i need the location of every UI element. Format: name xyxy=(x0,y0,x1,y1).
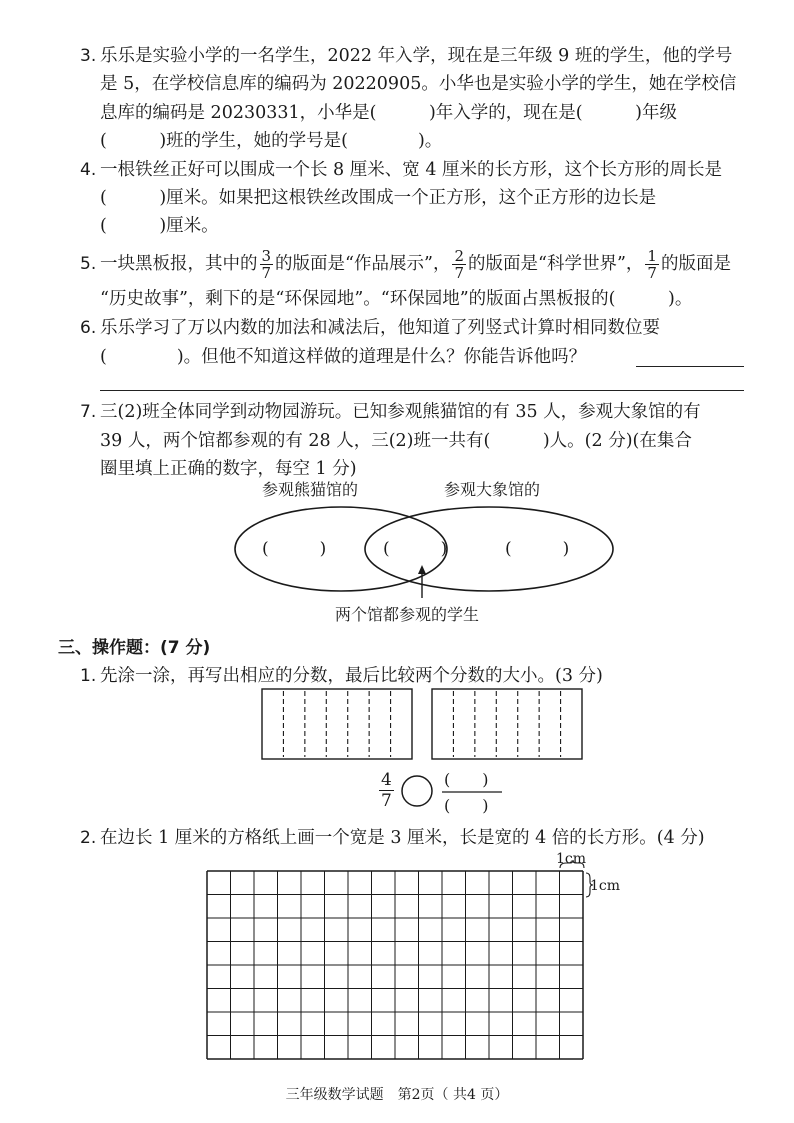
venn-blank-right[interactable]: ( ) xyxy=(505,539,570,559)
venn-bottom-label: 两个馆都参观的学生 xyxy=(335,605,480,624)
grid-lines xyxy=(207,871,583,1059)
question-3-number: 3. xyxy=(80,46,97,66)
question-5-text-b: 的版面是“作品展示”， xyxy=(275,254,451,274)
question-4-line-1: 一根铁丝正好可以围成一个长 8 厘米、宽 4 厘米的长方形，这个长方形的周长是 xyxy=(100,160,723,180)
operation-question-2-number: 2. xyxy=(80,828,97,848)
grid-unit-right-label: 1cm xyxy=(590,878,621,894)
question-5-text-a: 一块黑板报，其中的 xyxy=(100,254,258,274)
question-7-number: 7. xyxy=(80,402,97,422)
page-footer: 三年级数学试题 第2页（ 共4 页） xyxy=(285,1087,509,1103)
question-5-number: 5. xyxy=(80,254,97,274)
unit-brace-top-icon xyxy=(560,860,584,868)
grid-unit-top-label: 1cm xyxy=(556,851,587,867)
fraction-numerator: 2 xyxy=(454,247,464,265)
fraction-denominator: 7 xyxy=(261,264,272,282)
question-7-line-3: 圈里填上正确的数字，每空 1 分) xyxy=(100,459,357,479)
unit-brace-right-icon xyxy=(586,873,593,897)
question-3-line-1: 乐乐是实验小学的一名学生，2022 年入学，现在是三年级 9 班的学生，他的学号 xyxy=(100,46,733,66)
question-4-number: 4. xyxy=(80,160,97,180)
question-6-line-1: 乐乐学习了万以内数的加法和减法后，他知道了列竖式计算时相同数位要 xyxy=(100,318,660,338)
fraction-denominator: 7 xyxy=(647,264,657,282)
comparison-denominator: 7 xyxy=(381,791,392,811)
question-3-line-3[interactable]: 息库的编码是 20230331，小华是( )年入学的，现在是( )年级 xyxy=(100,103,677,123)
section-3-title: 三、操作题：(7 分) xyxy=(58,638,211,658)
question-5-text-d: 的版面是 xyxy=(660,254,731,274)
question-7-line-1: 三(2)班全体同学到动物园游玩。已知参观熊猫馆的有 35 人，参观大象馆的有 xyxy=(100,402,701,422)
venn-blank-middle[interactable]: ( ) xyxy=(383,539,448,559)
venn-left-label: 参观熊猫馆的 xyxy=(262,480,359,499)
operation-question-1-text: 先涂一涂，再写出相应的分数，最后比较两个分数的大小。(3 分) xyxy=(100,666,603,686)
question-6-number: 6. xyxy=(80,318,97,338)
operation-question-2-text: 在边长 1 厘米的方格纸上画一个宽是 3 厘米，长是宽的 4 倍的长方形。(4 分) xyxy=(100,828,705,848)
blank-fraction-denominator[interactable]: ( ) xyxy=(444,796,489,815)
fraction-numerator: 1 xyxy=(647,247,657,265)
venn-blank-left[interactable]: ( ) xyxy=(262,539,327,559)
question-5-line-2[interactable]: “历史故事”，剩下的是“环保园地”。“环保园地”的版面占黑板报的( )。 xyxy=(100,289,693,309)
question-7-line-2[interactable]: 39 人，两个馆都参观的有 28 人，三(2)班一共有( )人。(2 分)(在集合 xyxy=(100,431,692,451)
blank-fraction-numerator[interactable]: ( ) xyxy=(444,770,489,789)
question-4-line-2[interactable]: ( )厘米。如果把这根铁丝改围成一个正方形，这个正方形的边长是 xyxy=(100,188,657,208)
question-5-text-c: 的版面是“科学世界”， xyxy=(468,254,644,274)
venn-right-label: 参观大象馆的 xyxy=(444,480,541,499)
question-3-line-2: 是 5，在学校信息库的编码为 20220905。小华也是实验小学的学生，她在学校信 xyxy=(100,74,737,94)
question-3-line-4[interactable]: ( )班的学生，她的学号是( )。 xyxy=(100,131,443,151)
fraction-denominator: 7 xyxy=(454,264,464,282)
operation-question-1-number: 1. xyxy=(80,666,97,686)
fraction-numerator: 3 xyxy=(261,247,272,265)
comparison-numerator: 4 xyxy=(381,770,392,790)
question-4-line-3[interactable]: ( )厘米。 xyxy=(100,216,219,236)
question-6-line-2[interactable]: ( )。但他不知道这样做的道理是什么？你能告诉他吗？ xyxy=(100,347,587,367)
